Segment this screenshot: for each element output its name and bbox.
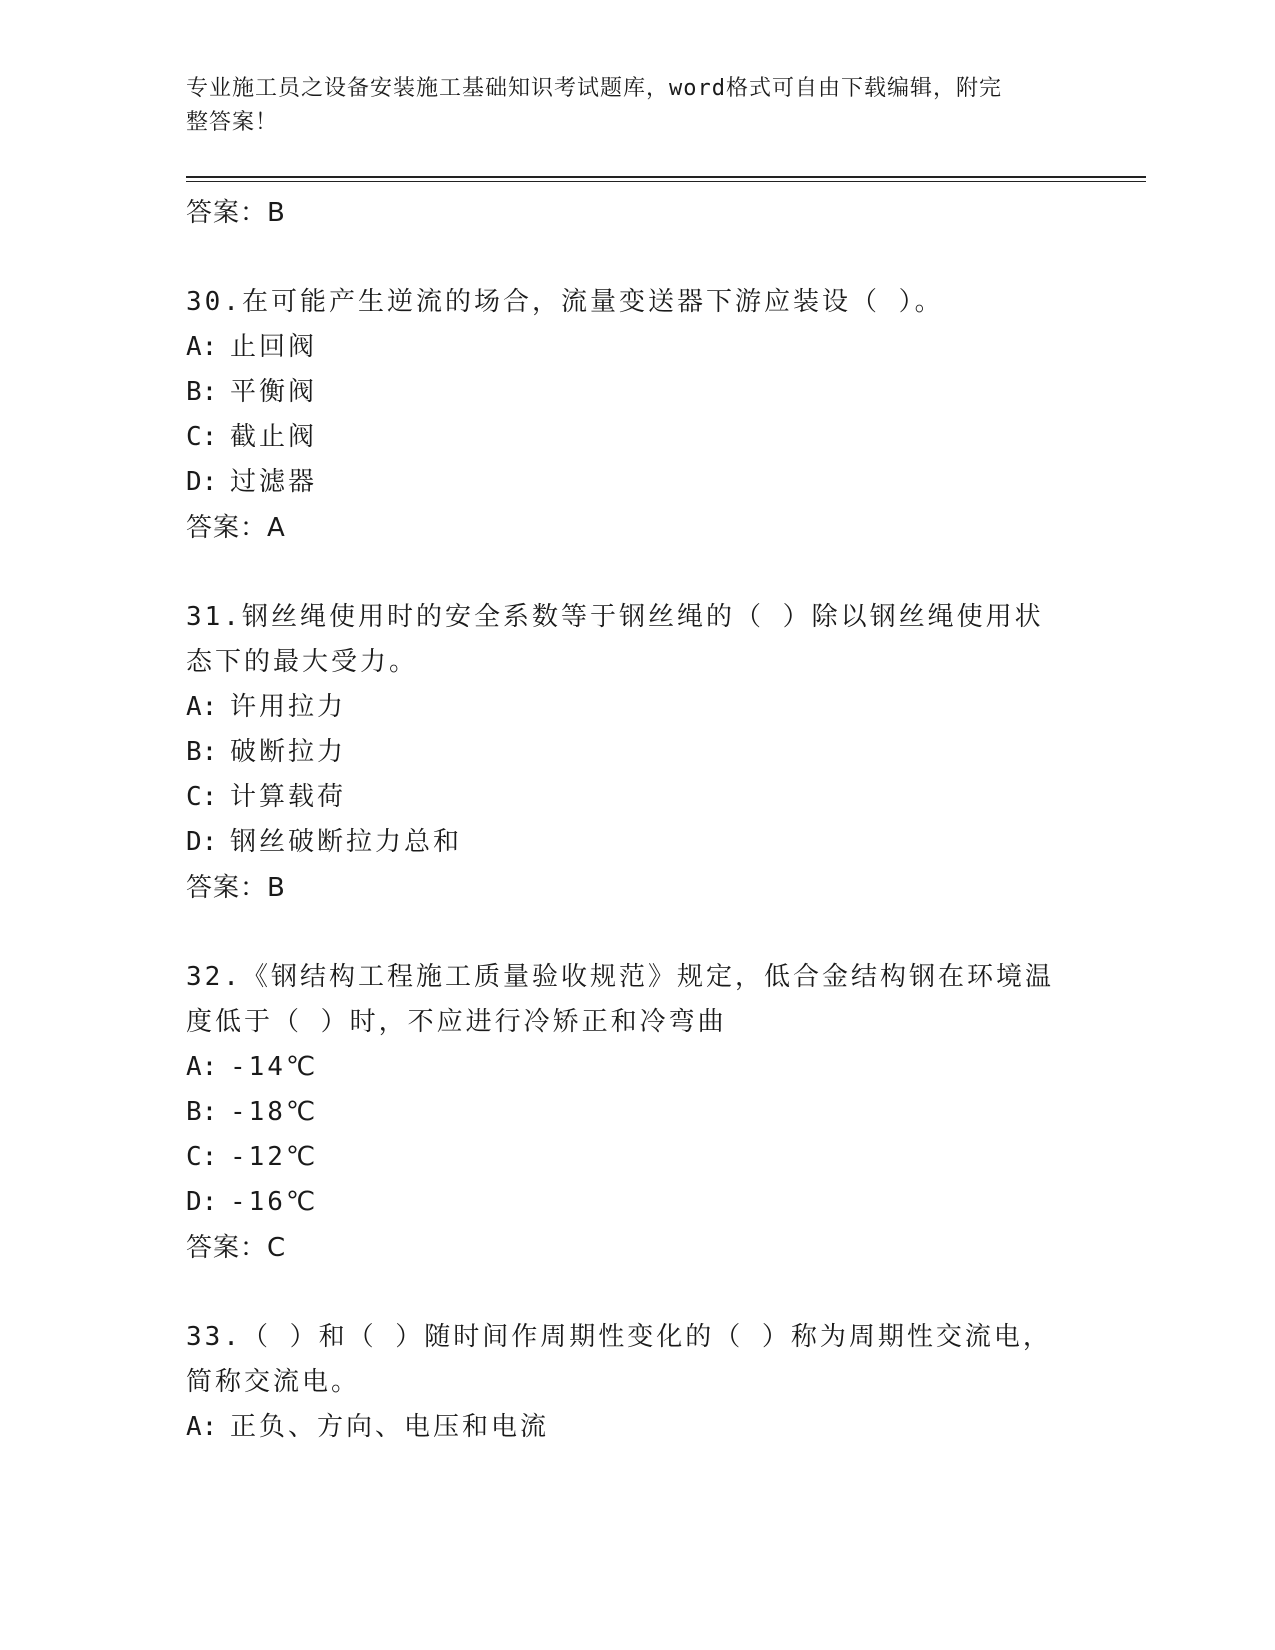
option-key: C: xyxy=(186,422,218,452)
option-key: D: xyxy=(186,827,218,857)
option-key: C: xyxy=(186,1142,218,1172)
option-key: C: xyxy=(186,782,218,812)
option-key: D: xyxy=(186,467,218,497)
answer-value: B xyxy=(267,873,286,903)
answer-value: C xyxy=(267,1233,287,1263)
option-key: A: xyxy=(186,692,218,722)
header-divider-thin xyxy=(186,181,1146,182)
previous-answer xyxy=(186,190,1086,236)
option-key: B: xyxy=(186,377,218,407)
option-text: -12℃ xyxy=(230,1142,319,1172)
option-text: 钢丝破断拉力总和 xyxy=(230,827,463,857)
answer-label: 答案： xyxy=(186,513,268,543)
option-text: 计算载荷 xyxy=(230,782,347,812)
option-text: -16℃ xyxy=(230,1187,319,1217)
option-b xyxy=(186,370,1086,415)
answer-label: 答案： xyxy=(186,1233,268,1263)
question-answer xyxy=(186,1225,1086,1271)
answer-label: 答案： xyxy=(186,873,268,903)
option-key: A: xyxy=(186,1412,218,1442)
option-text: 截止阀 xyxy=(230,422,318,452)
option-d xyxy=(186,1180,1086,1225)
option-c xyxy=(186,415,1086,460)
option-b xyxy=(186,730,1086,775)
question-answer xyxy=(186,505,1086,551)
answer-value: B xyxy=(267,198,286,228)
option-text: -18℃ xyxy=(230,1097,319,1127)
option-key: D: xyxy=(186,1187,218,1217)
option-key: A: xyxy=(186,332,218,362)
question-33 xyxy=(186,1315,1086,1450)
question-answer xyxy=(186,865,1086,911)
option-key: B: xyxy=(186,737,218,767)
question-30 xyxy=(186,280,1086,551)
option-text: 平衡阀 xyxy=(230,377,318,407)
option-key: B: xyxy=(186,1097,218,1127)
option-text: 止回阀 xyxy=(230,332,318,362)
answer-label: 答案： xyxy=(186,198,268,228)
option-text: 过滤器 xyxy=(230,467,318,497)
question-list xyxy=(186,190,1086,1450)
option-c xyxy=(186,775,1086,820)
question-stem: 31.钢丝绳使用时的安全系数等于钢丝绳的（ ）除以钢丝绳使用状态下的最大受力。 xyxy=(186,602,1044,677)
header-title-line1: 专业施工员之设备安装施工基础知识考试题库，word格式可自由下载编辑，附完 xyxy=(186,76,1002,101)
option-a xyxy=(186,1045,1086,1090)
question-stem: 32.《钢结构工程施工质量验收规范》规定，低合金结构钢在环境温度低于（ ）时，不应进行冷矫正和冷弯曲 xyxy=(186,962,1054,1037)
option-a xyxy=(186,1405,1086,1450)
option-a xyxy=(186,325,1086,370)
option-key: A: xyxy=(186,1052,218,1082)
document-header xyxy=(186,72,1066,140)
option-c xyxy=(186,1135,1086,1180)
option-a xyxy=(186,685,1086,730)
option-d xyxy=(186,460,1086,505)
question-stem: 33.（ ）和（ ）随时间作周期性变化的（ ）称为周期性交流电，简称交流电。 xyxy=(186,1322,1052,1397)
option-text: 破断拉力 xyxy=(230,737,347,767)
question-32 xyxy=(186,955,1086,1271)
question-31 xyxy=(186,595,1086,911)
option-d xyxy=(186,820,1086,865)
option-text: -14℃ xyxy=(230,1052,319,1082)
option-b xyxy=(186,1090,1086,1135)
header-divider xyxy=(186,176,1146,178)
option-text: 许用拉力 xyxy=(230,692,347,722)
option-text: 正负、方向、电压和电流 xyxy=(230,1412,550,1442)
answer-value: A xyxy=(267,513,286,543)
question-stem: 30.在可能产生逆流的场合，流量变送器下游应装设（ ）。 xyxy=(186,287,944,317)
header-title-line2: 整答案！ xyxy=(186,110,279,135)
